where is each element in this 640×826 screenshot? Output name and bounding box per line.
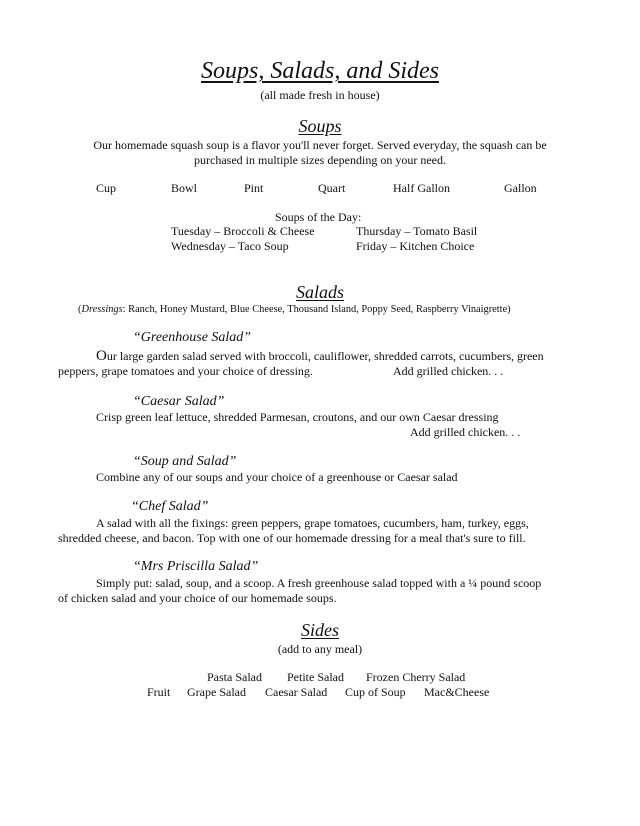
mrs-priscilla-salad-line2: of chicken salad and your choice of our homemade soups. [58, 591, 337, 605]
soup-and-salad-title: “Soup and Salad” [133, 454, 237, 469]
sides-heading: Sides [301, 620, 339, 640]
caesar-salad-line1: Crisp green leaf lettuce, shredded Parmesan, croutons, and our own Caesar dressing [96, 410, 499, 424]
mrs-priscilla-salad-line1: Simply put: salad, soup, and a scoop. A fresh greenhouse salad topped with a ¼ pound scoop [96, 576, 542, 590]
soup-size-bowl: Bowl [171, 181, 198, 195]
greenhouse-salad-addon: Add grilled chicken. . . [393, 364, 504, 378]
soup-size-gallon: Gallon [504, 181, 537, 195]
soup-of-day-wednesday: Wednesday – Taco Soup [171, 239, 289, 253]
salads-heading: Salads [295, 282, 344, 302]
page-title: Soups, Salads, and Sides [200, 58, 439, 84]
side-petite-salad: Petite Salad [287, 670, 344, 684]
dressings-line: (Dressings: Ranch, Honey Mustard, Blue Cheese, Thousand Island, Poppy Seed, Raspberry Vinaigrette) [78, 304, 511, 315]
soups-heading: Soups [298, 116, 342, 136]
side-caesar-salad: Caesar Salad [265, 685, 328, 699]
greenhouse-salad-line1-rest: ur large garden salad served with broccoli, cauliflower, shredded carrots, cucumbers, green [106, 349, 544, 363]
side-grape-salad: Grape Salad [187, 685, 246, 699]
sides-subtitle: (add to any meal) [277, 642, 363, 656]
greenhouse-salad-title: “Greenhouse Salad” [133, 330, 252, 345]
soups-description-line2: purchased in multiple sizes depending on your need. [194, 153, 446, 167]
chef-salad-line1: A salad with all the fixings: green peppers, grape tomatoes, cucumbers, ham, turkey, eggs, [96, 516, 529, 530]
side-cup-of-soup: Cup of Soup [345, 685, 406, 699]
soup-size-pint: Pint [244, 181, 264, 195]
chef-salad-title: “Chef Salad” [131, 499, 209, 514]
caesar-salad-addon: Add grilled chicken. . . [410, 425, 521, 439]
page-subtitle: (all made fresh in house) [260, 88, 380, 102]
dressings-label: Dressings [81, 304, 123, 315]
soup-and-salad-line1: Combine any of our soups and your choice of a greenhouse or Caesar salad [96, 470, 458, 484]
greenhouse-salad-line2: peppers, grape tomatoes and your choice of dressing. [58, 364, 313, 378]
soups-description-line1: Our homemade squash soup is a flavor you'll never forget. Served everyday, the squash can be [93, 138, 547, 152]
soups-of-the-day-label: Soups of the Day: [275, 210, 362, 224]
side-fruit: Fruit [147, 685, 171, 699]
side-pasta-salad: Pasta Salad [207, 670, 262, 684]
soup-of-day-friday: Friday – Kitchen Choice [356, 239, 475, 253]
soup-of-day-tuesday: Tuesday – Broccoli & Cheese [171, 224, 315, 238]
mrs-priscilla-salad-title: “Mrs Priscilla Salad” [133, 559, 259, 574]
greenhouse-salad-drop-letter: O [96, 348, 107, 364]
soup-size-quart: Quart [318, 181, 346, 195]
soup-of-day-thursday: Thursday – Tomato Basil [356, 224, 478, 238]
side-mac-and-cheese: Mac&Cheese [424, 685, 490, 699]
caesar-salad-title: “Caesar Salad” [133, 394, 225, 409]
side-frozen-cherry-salad: Frozen Cherry Salad [366, 670, 466, 684]
soup-size-half-gallon: Half Gallon [393, 181, 450, 195]
dressings-list: : Ranch, Honey Mustard, Blue Cheese, Thousand Island, Poppy Seed, Raspberry Vinaigrette) [122, 304, 511, 315]
soup-size-cup: Cup [96, 181, 117, 195]
chef-salad-line2: shredded cheese, and bacon. Top with one of our homemade dressing for a meal that's sure to fill. [58, 531, 526, 545]
greenhouse-salad-line1 [96, 348, 544, 365]
